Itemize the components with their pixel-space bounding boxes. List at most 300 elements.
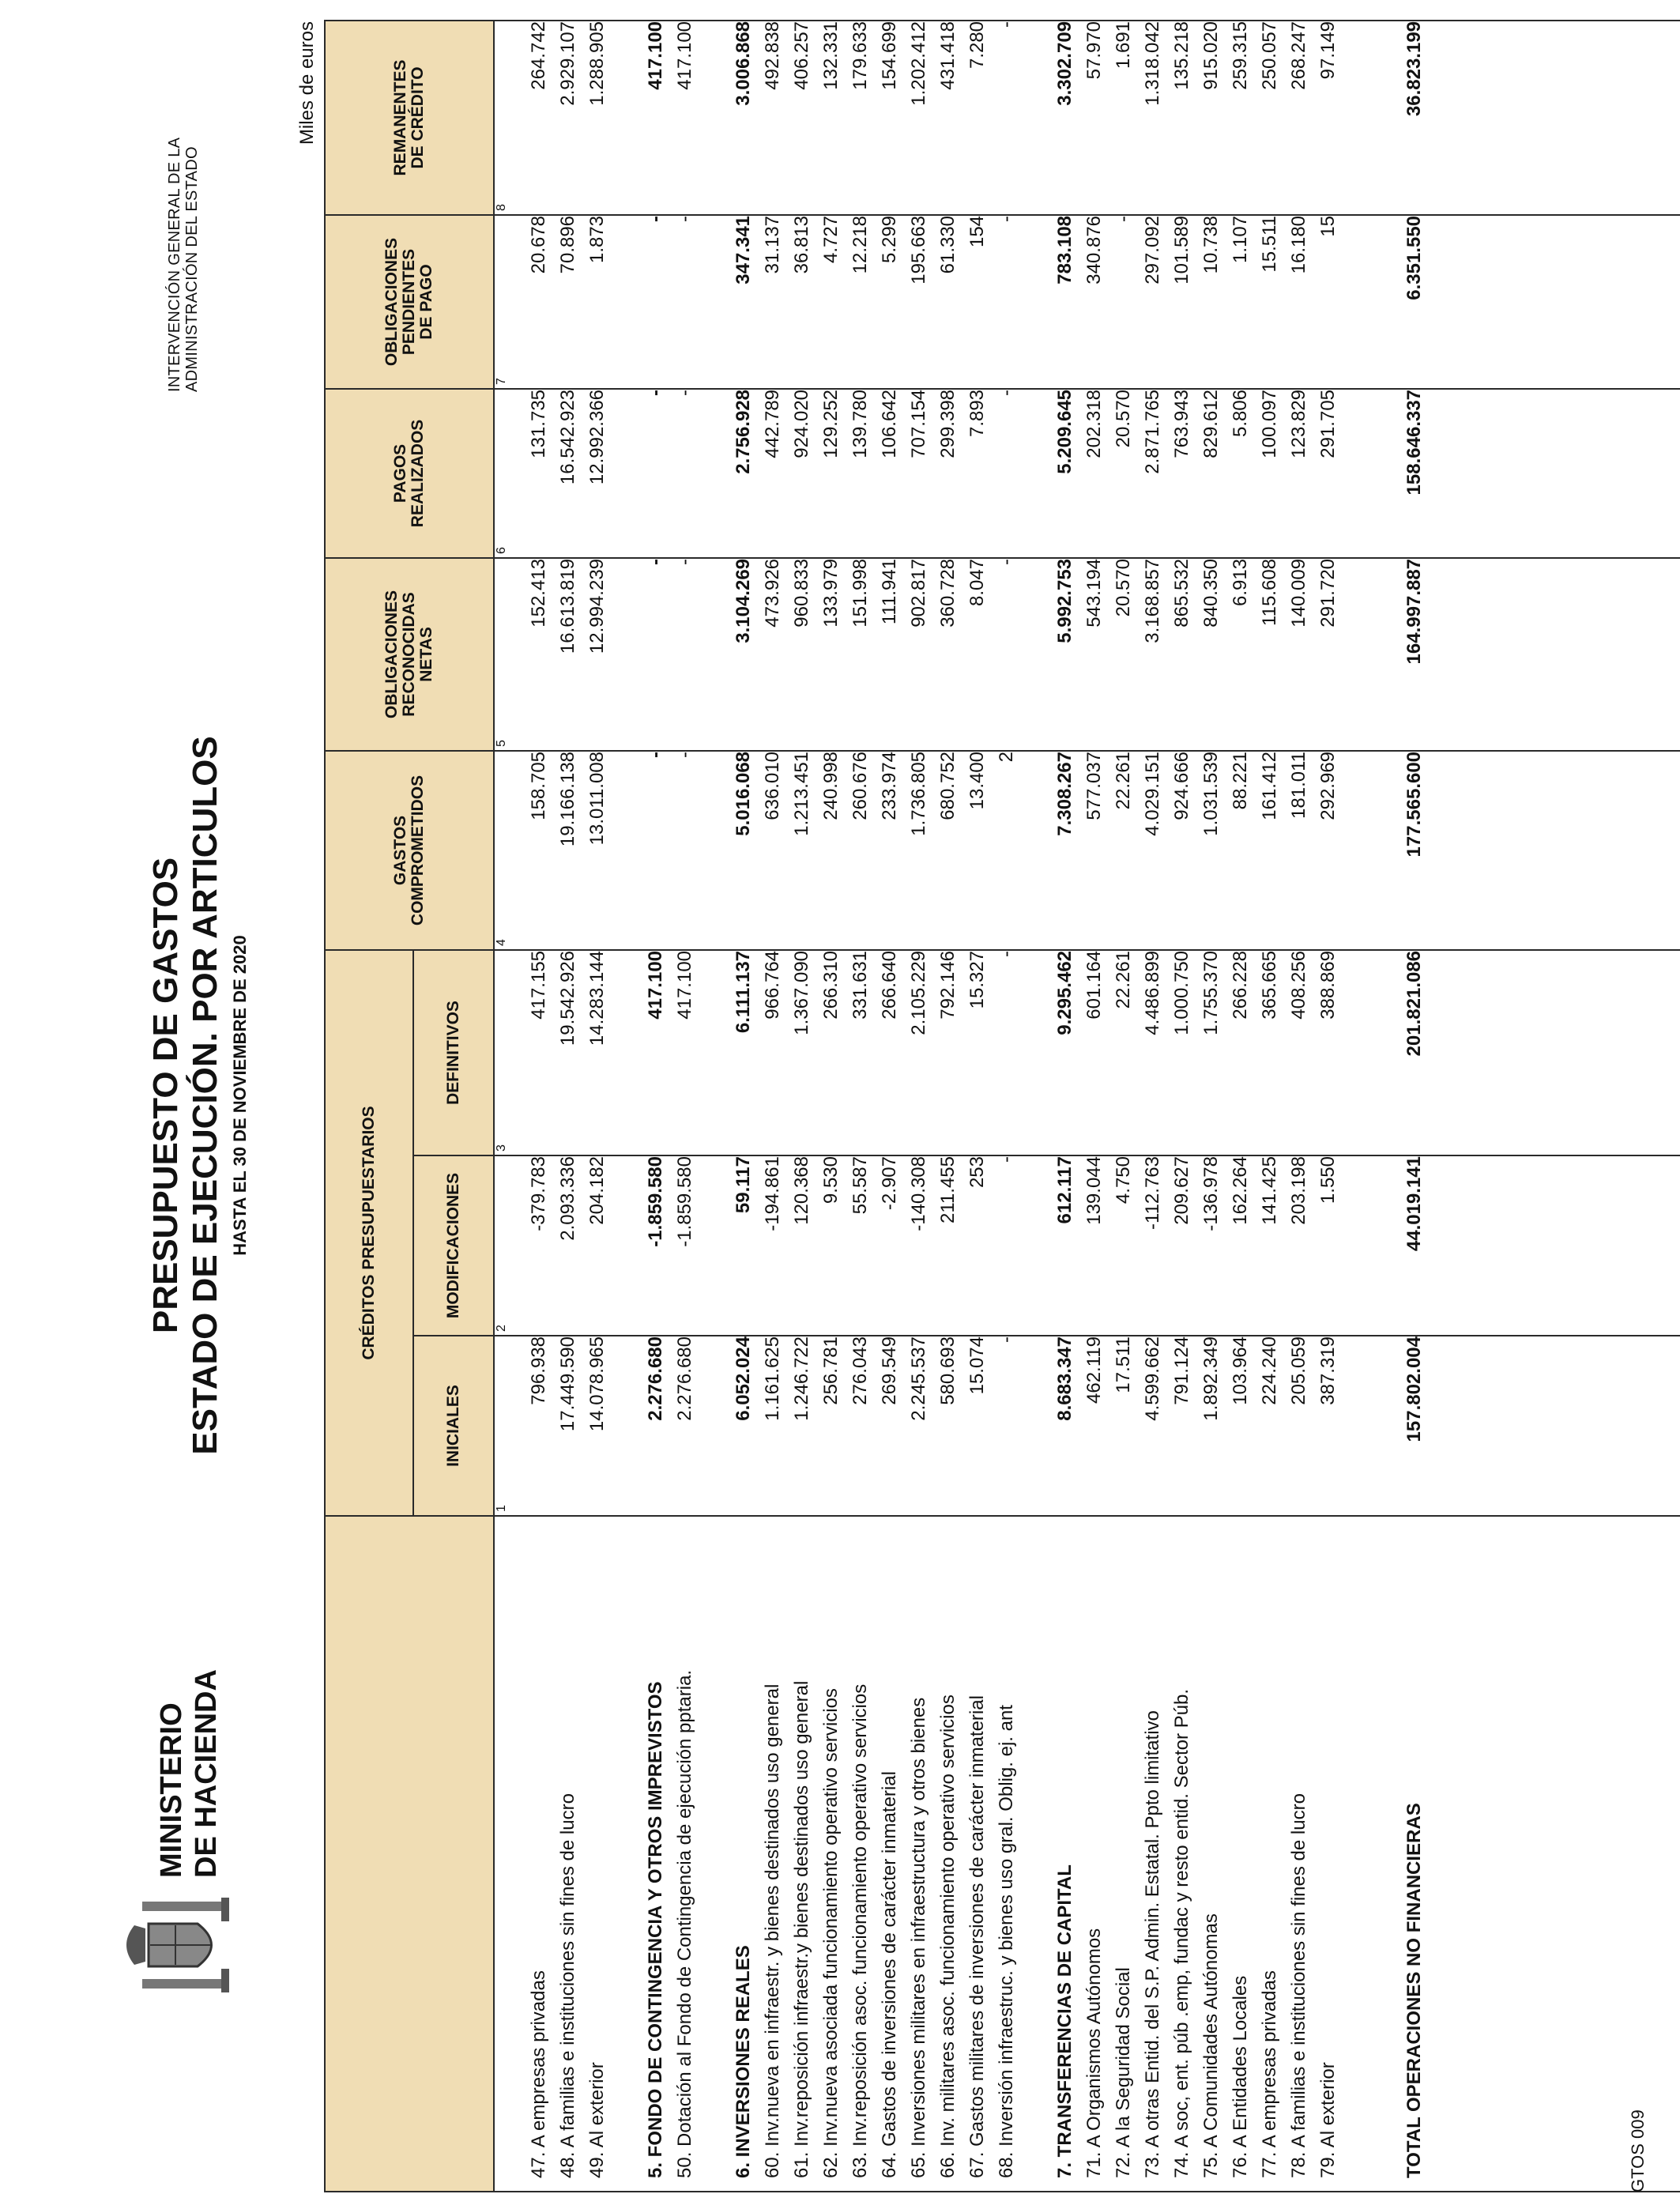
concept-column (494, 1516, 1680, 2192)
table-cell: -194.861 (762, 1156, 783, 1231)
table-cell: 2.276.680 (674, 1336, 695, 1421)
table-cell: 291.705 (1317, 389, 1339, 458)
table-cell: -1.859.580 (645, 1156, 666, 1247)
row-spacer (495, 752, 524, 949)
table-cell: 233.974 (879, 751, 900, 820)
table-cell: 1.318.042 (1142, 21, 1163, 106)
table-cell: 1.031.539 (1200, 751, 1222, 836)
gastos-header-line-2: COMPROMETIDOS (409, 775, 427, 926)
table-cell: 266.228 (1230, 950, 1251, 1020)
table-cell: 179.633 (849, 21, 871, 90)
table-cell: 601.164 (1083, 950, 1105, 1020)
table-cell: 792.146 (937, 950, 959, 1020)
table-cell: 1.755.370 (1200, 950, 1222, 1035)
row-spacer (1021, 1336, 1050, 1515)
table-cell: 5.299 (879, 215, 900, 264)
table-cell: 796.938 (528, 1336, 549, 1405)
table-cell: 202.318 (1083, 389, 1105, 458)
table-cell: 2 (996, 751, 1017, 763)
table-cell: 1.873 (586, 215, 608, 264)
table-cell: - (996, 558, 1017, 565)
total-cell: 157.802.004 (1403, 1336, 1425, 1442)
table-cell: 22.261 (1113, 950, 1134, 1009)
pagos-header (325, 389, 494, 558)
table-cell: 195.663 (908, 215, 929, 285)
row-spacer (1343, 559, 1399, 750)
concept-label: 78. A familias e instituciones sin fines de lucro (1288, 1793, 1309, 2178)
total-cell: 6.351.550 (1403, 215, 1425, 300)
total-cell: 158.646.337 (1403, 389, 1425, 496)
column-tail (1429, 1517, 1680, 2178)
row-spacer (1021, 559, 1050, 750)
table-cell: 8.047 (966, 558, 988, 607)
ministry-name (154, 1669, 224, 1878)
table-cell: 14.078.965 (586, 1336, 608, 1432)
table-cell: - (645, 558, 666, 565)
intervencion-line-1: INTERVENCIÓN GENERAL DE LA (166, 137, 183, 392)
table-cell: 1.107 (1230, 215, 1251, 264)
table-cell: 135.218 (1171, 21, 1192, 90)
table-cell: 151.998 (849, 558, 871, 628)
table-cell: 55.587 (849, 1156, 871, 1215)
table-cell: 57.970 (1083, 21, 1105, 80)
column-number: 7 (495, 378, 508, 385)
table-cell: 707.154 (908, 389, 929, 458)
table-cell: 133.979 (820, 558, 842, 628)
table-cell: - (996, 1336, 1017, 1343)
table-cell: 154.699 (879, 21, 900, 90)
column-tail (1429, 21, 1680, 214)
table-cell: 7.893 (966, 389, 988, 438)
total-cell: 164.997.887 (1403, 558, 1425, 665)
table-cell: 115.608 (1259, 558, 1280, 626)
row-spacer (1343, 951, 1399, 1155)
table-cell: 840.350 (1200, 558, 1222, 628)
row-spacer (1343, 390, 1399, 557)
table-cell: 492.838 (762, 21, 783, 90)
row-spacer (495, 951, 524, 1155)
concept-label: 64. Gastos de inversiones de carácter inmaterial (879, 1771, 900, 2178)
table-cell: 4.750 (1113, 1156, 1134, 1204)
table-cell: - (996, 1156, 1017, 1163)
table-cell: 15 (1317, 215, 1339, 237)
table-cell: 2.093.336 (557, 1156, 578, 1241)
row-spacer (1021, 216, 1050, 388)
table-cell: 347.341 (733, 215, 754, 285)
table-cell: 3.168.857 (1142, 558, 1163, 643)
table-cell: 387.319 (1317, 1336, 1339, 1405)
table-cell: 4.029.151 (1142, 751, 1163, 836)
concept-label: 67. Gastos militares de inversiones de carácter inmaterial (966, 1695, 988, 2178)
table-cell: 612.117 (1054, 1156, 1075, 1224)
footer-code: GTOS 009 (1628, 2109, 1648, 2192)
row-spacer (1343, 216, 1399, 388)
table-cell: 16.542.923 (557, 389, 578, 485)
concept-label: 61. Inv.reposición infraestr.y bienes destinados uso general (791, 1680, 812, 2178)
row-spacer (1343, 1156, 1399, 1335)
table-cell: 4.599.662 (1142, 1336, 1163, 1421)
table-cell: - (996, 950, 1017, 957)
row-spacer (612, 216, 641, 388)
total-cell: 44.019.141 (1403, 1156, 1425, 1252)
table-cell: 15.511 (1259, 215, 1280, 273)
row-spacer (495, 1156, 524, 1335)
value-column-4 (494, 751, 1680, 950)
table-cell: 4.727 (820, 215, 842, 264)
row-spacer (699, 21, 729, 214)
table-cell: 5.209.645 (1054, 389, 1075, 474)
table-cell: 259.315 (1230, 21, 1251, 90)
table-cell: 61.330 (937, 215, 959, 274)
row-spacer (612, 21, 641, 214)
table-cell: 13.400 (966, 751, 988, 810)
table-cell: 417.100 (674, 21, 695, 90)
row-spacer (1021, 21, 1050, 214)
table-cell: 543.194 (1083, 558, 1105, 628)
table-cell: 15.327 (966, 950, 988, 1009)
table-cell: -112.763 (1142, 1156, 1163, 1230)
table-cell: 417.155 (528, 950, 549, 1020)
concept-label: 76. A Entidades Locales (1230, 1975, 1251, 2178)
concept-label: 6. INVERSIONES REALES (733, 1945, 754, 2178)
concept-label: 68. Inversión infraestruc. y bienes uso gral. Oblig. ej. ant (996, 1705, 1017, 2178)
table-cell: 211.455 (937, 1156, 959, 1223)
coat-of-arms-icon (119, 1894, 237, 1996)
table-cell: - (674, 558, 695, 565)
row-spacer (612, 1156, 641, 1335)
concept-label: 65. Inversiones militares en infraestructura y otros bienes (908, 1697, 929, 2178)
table-cell: 158.705 (528, 751, 549, 820)
table-cell: 132.331 (820, 21, 842, 90)
row-spacer (699, 752, 729, 949)
table-cell: 9.530 (820, 1156, 842, 1204)
table-cell: 924.020 (791, 389, 812, 458)
creditos-header: CRÉDITOS PRESUPUESTARIOS (325, 950, 413, 1516)
table-cell: 8.683.347 (1054, 1336, 1075, 1421)
table-cell: 276.043 (849, 1336, 871, 1405)
table-cell: - (996, 21, 1017, 28)
value-column-8 (494, 21, 1680, 215)
column-tail (1429, 951, 1680, 1155)
table-cell: 264.742 (528, 21, 549, 90)
obligaciones-header-line-1: OBLIGACIONES (382, 590, 401, 719)
table-cell: 129.252 (820, 389, 842, 458)
table-cell: 97.149 (1317, 21, 1339, 80)
table-cell: 408.256 (1288, 950, 1309, 1020)
table-body-row (494, 21, 1680, 2192)
table-cell: 462.119 (1083, 1336, 1105, 1404)
table-cell: 417.100 (645, 950, 666, 1020)
row-spacer (1021, 390, 1050, 557)
table-cell: 442.789 (762, 389, 783, 458)
column-tail (1429, 1336, 1680, 1515)
row-spacer (1343, 1336, 1399, 1515)
table-cell: 1.550 (1317, 1156, 1339, 1204)
concept-label: 77. A empresas privadas (1259, 1970, 1280, 2178)
table-cell: 2.929.107 (557, 21, 578, 106)
concept-label: 48. A familias e instituciones sin fines de lucro (557, 1793, 578, 2178)
table-cell: 253 (966, 1156, 988, 1189)
table-cell: 783.108 (1054, 215, 1075, 285)
ministry-line-2: DE HACIENDA (190, 1669, 223, 1878)
table-cell: 161.412 (1259, 751, 1280, 820)
column-tail (1429, 390, 1680, 557)
table-cell: -136.978 (1200, 1156, 1222, 1231)
table-cell: - (674, 751, 695, 758)
table-cell: 131.735 (528, 389, 549, 458)
table-cell: 3.006.868 (733, 21, 754, 106)
table-cell: -2.907 (879, 1156, 900, 1211)
table-cell: 406.257 (791, 21, 812, 90)
table-cell: 20.570 (1113, 389, 1134, 448)
table-cell: 7.308.267 (1054, 751, 1075, 836)
row-spacer (699, 1517, 729, 2178)
row-spacer (495, 559, 524, 750)
table-cell: 5.992.753 (1054, 558, 1075, 643)
intervencion-label (166, 28, 201, 392)
table-cell: - (996, 215, 1017, 222)
table-cell: 111.941 (879, 558, 900, 625)
table-cell: 1.000.750 (1171, 950, 1192, 1035)
column-tail (1429, 216, 1680, 388)
table-cell: 2.245.537 (908, 1336, 929, 1421)
modificaciones-header: MODIFICACIONES (413, 1155, 494, 1336)
table-cell: 3.104.269 (733, 558, 754, 643)
title-line-2: ESTADO DE EJECUCIÓN. POR ARTICULOS (186, 736, 224, 1455)
row-spacer (699, 1336, 729, 1515)
iniciales-header: INICIALES (413, 1336, 494, 1516)
gastos-header (325, 751, 494, 950)
concept-label: 50. Dotación al Fondo de Contingencia de ejecución pptaria. (674, 1669, 695, 2178)
total-cell: 36.823.199 (1403, 21, 1425, 117)
row-spacer (495, 1336, 524, 1515)
concept-label: 73. A otras Entid. del S.P. Admin. Estatal. Ppto limitativo (1142, 1710, 1163, 2178)
table-cell: 12.994.239 (586, 558, 608, 654)
concept-label: 62. Inv.nueva asociada funcionamiento operativo servicios (820, 1688, 842, 2178)
table-cell: 20.678 (528, 215, 549, 274)
table-cell: 269.549 (879, 1336, 900, 1405)
row-spacer (612, 1336, 641, 1515)
pendientes-header-line-1: OBLIGACIONES (382, 237, 401, 367)
table-cell: 101.589 (1171, 215, 1192, 285)
table-cell: 240.998 (820, 751, 842, 820)
row-spacer (699, 559, 729, 750)
value-column-5 (494, 558, 1680, 751)
table-cell: - (674, 389, 695, 396)
row-spacer (495, 1517, 524, 2178)
table-cell: 268.247 (1288, 21, 1309, 90)
pagos-header-line-1: PAGOS (391, 443, 409, 503)
row-spacer (612, 390, 641, 557)
table-cell: 203.198 (1288, 1156, 1309, 1225)
obligaciones-header-line-2: RECONOCIDAS (400, 592, 418, 717)
table-cell: - (1113, 215, 1134, 222)
concept-label: 7. TRANSFERENCIAS DE CAPITAL (1054, 1864, 1075, 2178)
table-cell: 224.240 (1259, 1336, 1280, 1405)
row-spacer (495, 21, 524, 214)
table-cell: 2.276.680 (645, 1336, 666, 1421)
table-cell: 140.009 (1288, 558, 1309, 628)
column-number: 6 (495, 547, 508, 554)
table-cell: 1.161.625 (762, 1336, 783, 1421)
table-cell: 1.367.090 (791, 950, 812, 1035)
table-cell: 20.570 (1113, 558, 1134, 617)
table-cell: 205.059 (1288, 1336, 1309, 1405)
table-cell: 340.876 (1083, 215, 1105, 285)
concept-label: 60. Inv.nueva en infraestr. y bienes destinados uso general (762, 1683, 783, 2178)
table-cell: 292.969 (1317, 751, 1339, 820)
row-spacer (699, 216, 729, 388)
table-cell: 154 (966, 215, 988, 248)
row-spacer (1343, 1517, 1399, 2178)
value-column-6 (494, 389, 1680, 558)
table-cell: 31.137 (762, 215, 783, 274)
table-cell: 204.182 (586, 1156, 608, 1225)
column-number: 5 (495, 740, 508, 747)
table-cell: 473.926 (762, 558, 783, 628)
table-cell: 250.057 (1259, 21, 1280, 90)
table-cell: 1.202.412 (908, 21, 929, 106)
table-cell: 1.736.805 (908, 751, 929, 836)
pagos-header-line-2: REALIZADOS (409, 419, 427, 528)
concept-label: 75. A Comunidades Autónomas (1200, 1913, 1222, 2178)
concept-label: 49. Al exterior (586, 2062, 608, 2178)
gastos-header-line-1: GASTOS (391, 815, 409, 886)
table-cell: 70.896 (557, 215, 578, 274)
row-spacer (612, 559, 641, 750)
obligaciones-header (325, 558, 494, 751)
table-cell: 100.097 (1259, 389, 1280, 458)
row-spacer (1021, 1517, 1050, 2178)
table-cell: 915.020 (1200, 21, 1222, 90)
table-cell: 580.693 (937, 1336, 959, 1405)
concept-label: 5. FONDO DE CONTINGENCIA Y OTROS IMPREVISTOS (645, 1681, 666, 2178)
total-cell: 201.821.086 (1403, 950, 1425, 1057)
table-cell: 291.720 (1317, 558, 1339, 628)
remanentes-header (325, 21, 494, 215)
table-cell: 1.246.722 (791, 1336, 812, 1421)
table-cell: 106.642 (879, 389, 900, 458)
table-cell: 966.764 (762, 950, 783, 1020)
row-spacer (612, 951, 641, 1155)
table-cell: 120.368 (791, 1156, 812, 1225)
table-cell: 636.010 (762, 751, 783, 820)
table-cell: 12.992.366 (586, 389, 608, 485)
value-column-3 (494, 950, 1680, 1155)
value-column-2 (494, 1155, 1680, 1336)
table-cell: 365.665 (1259, 950, 1280, 1020)
table-cell: -379.783 (528, 1156, 549, 1231)
report-title (146, 582, 252, 1609)
table-cell: 36.813 (791, 215, 812, 274)
table-cell: 680.752 (937, 751, 959, 820)
row-spacer (612, 1517, 641, 2178)
table-cell: - (674, 215, 695, 222)
table-cell: 19.166.138 (557, 751, 578, 847)
concept-label: 71. A Organismos Autónomos (1083, 1928, 1105, 2178)
units-label: Miles de euros (296, 21, 318, 145)
table-cell: 123.829 (1288, 389, 1309, 458)
table-cell: 431.418 (937, 21, 959, 90)
table-cell: -140.308 (908, 1156, 929, 1231)
table-cell: 266.640 (879, 950, 900, 1020)
table-cell: 260.676 (849, 751, 871, 820)
table-cell: 10.738 (1200, 215, 1222, 274)
table-cell: 2.871.765 (1142, 389, 1163, 474)
pendientes-header-line-2: PENDIENTES (400, 248, 418, 356)
table-cell: -1.859.580 (674, 1156, 695, 1247)
table-cell: 297.092 (1142, 215, 1163, 285)
column-tail (1429, 559, 1680, 750)
column-number: 4 (495, 939, 508, 946)
table-cell: 417.100 (645, 21, 666, 90)
concept-label: 74. A soc, ent. púb .emp, fundac y resto entid. Sector Púb. (1171, 1688, 1192, 2178)
table-cell: 5.016.068 (733, 751, 754, 836)
obligaciones-header-line-3: NETAS (417, 627, 435, 682)
concept-label: 66. Inv. militares asoc. funcionamiento operativo servicios (937, 1695, 959, 2178)
column-tail (1429, 752, 1680, 949)
remanentes-header-line-1: REMANENTES (391, 59, 409, 176)
table-cell: - (645, 389, 666, 396)
title-date: HASTA EL 30 DE NOVIEMBRE DE 2020 (230, 935, 250, 1256)
table-cell: 22.261 (1113, 751, 1134, 810)
table-cell: 59.117 (733, 1156, 754, 1214)
table-cell: 924.666 (1171, 751, 1192, 820)
row-spacer (1021, 1156, 1050, 1335)
row-spacer (1021, 752, 1050, 949)
ministry-line-1: MINISTERIO (155, 1702, 188, 1878)
table-cell: 829.612 (1200, 389, 1222, 458)
table-cell: 139.044 (1083, 1156, 1105, 1225)
definitivos-header: DEFINITIVOS (413, 950, 494, 1155)
table-cell: 6.913 (1230, 558, 1251, 607)
table-cell: 763.943 (1171, 389, 1192, 458)
concept-label: 79. Al exterior (1317, 2062, 1339, 2178)
intervencion-line-2: ADMINISTRACIÓN DEL ESTADO (183, 146, 201, 392)
table-cell: 15.074 (966, 1336, 988, 1395)
table-cell: 3.302.709 (1054, 21, 1075, 106)
table-cell: 388.869 (1317, 950, 1339, 1020)
table-cell: 16.613.819 (557, 558, 578, 654)
table-cell: - (645, 751, 666, 758)
table-cell: 5.806 (1230, 389, 1251, 438)
table-cell: 139.780 (849, 389, 871, 458)
table-cell: 162.264 (1230, 1156, 1251, 1225)
table-cell: 256.781 (820, 1336, 842, 1405)
remanentes-header-line-2: DE CRÉDITO (409, 66, 427, 169)
column-number: 3 (495, 1144, 508, 1152)
table-cell: - (645, 215, 666, 222)
table-cell: 88.221 (1230, 751, 1251, 810)
table-cell: 960.833 (791, 558, 812, 628)
row-spacer (699, 1156, 729, 1335)
table-cell: 141.425 (1259, 1156, 1280, 1225)
row-spacer (495, 216, 524, 388)
table-cell: 6.111.137 (733, 950, 754, 1034)
table-cell: 13.011.008 (586, 751, 608, 846)
table-cell: 6.052.024 (733, 1336, 754, 1421)
table-cell: 181.011 (1288, 751, 1309, 819)
table-cell: 103.964 (1230, 1336, 1251, 1405)
row-spacer (1343, 752, 1399, 949)
table-cell: 9.295.462 (1054, 950, 1075, 1035)
pendientes-header (325, 215, 494, 389)
table-cell: 1.691 (1113, 21, 1134, 70)
table-cell: 577.037 (1083, 751, 1105, 820)
row-spacer (1343, 21, 1399, 214)
table-cell: 152.413 (528, 558, 549, 628)
column-number: 2 (495, 1325, 508, 1332)
